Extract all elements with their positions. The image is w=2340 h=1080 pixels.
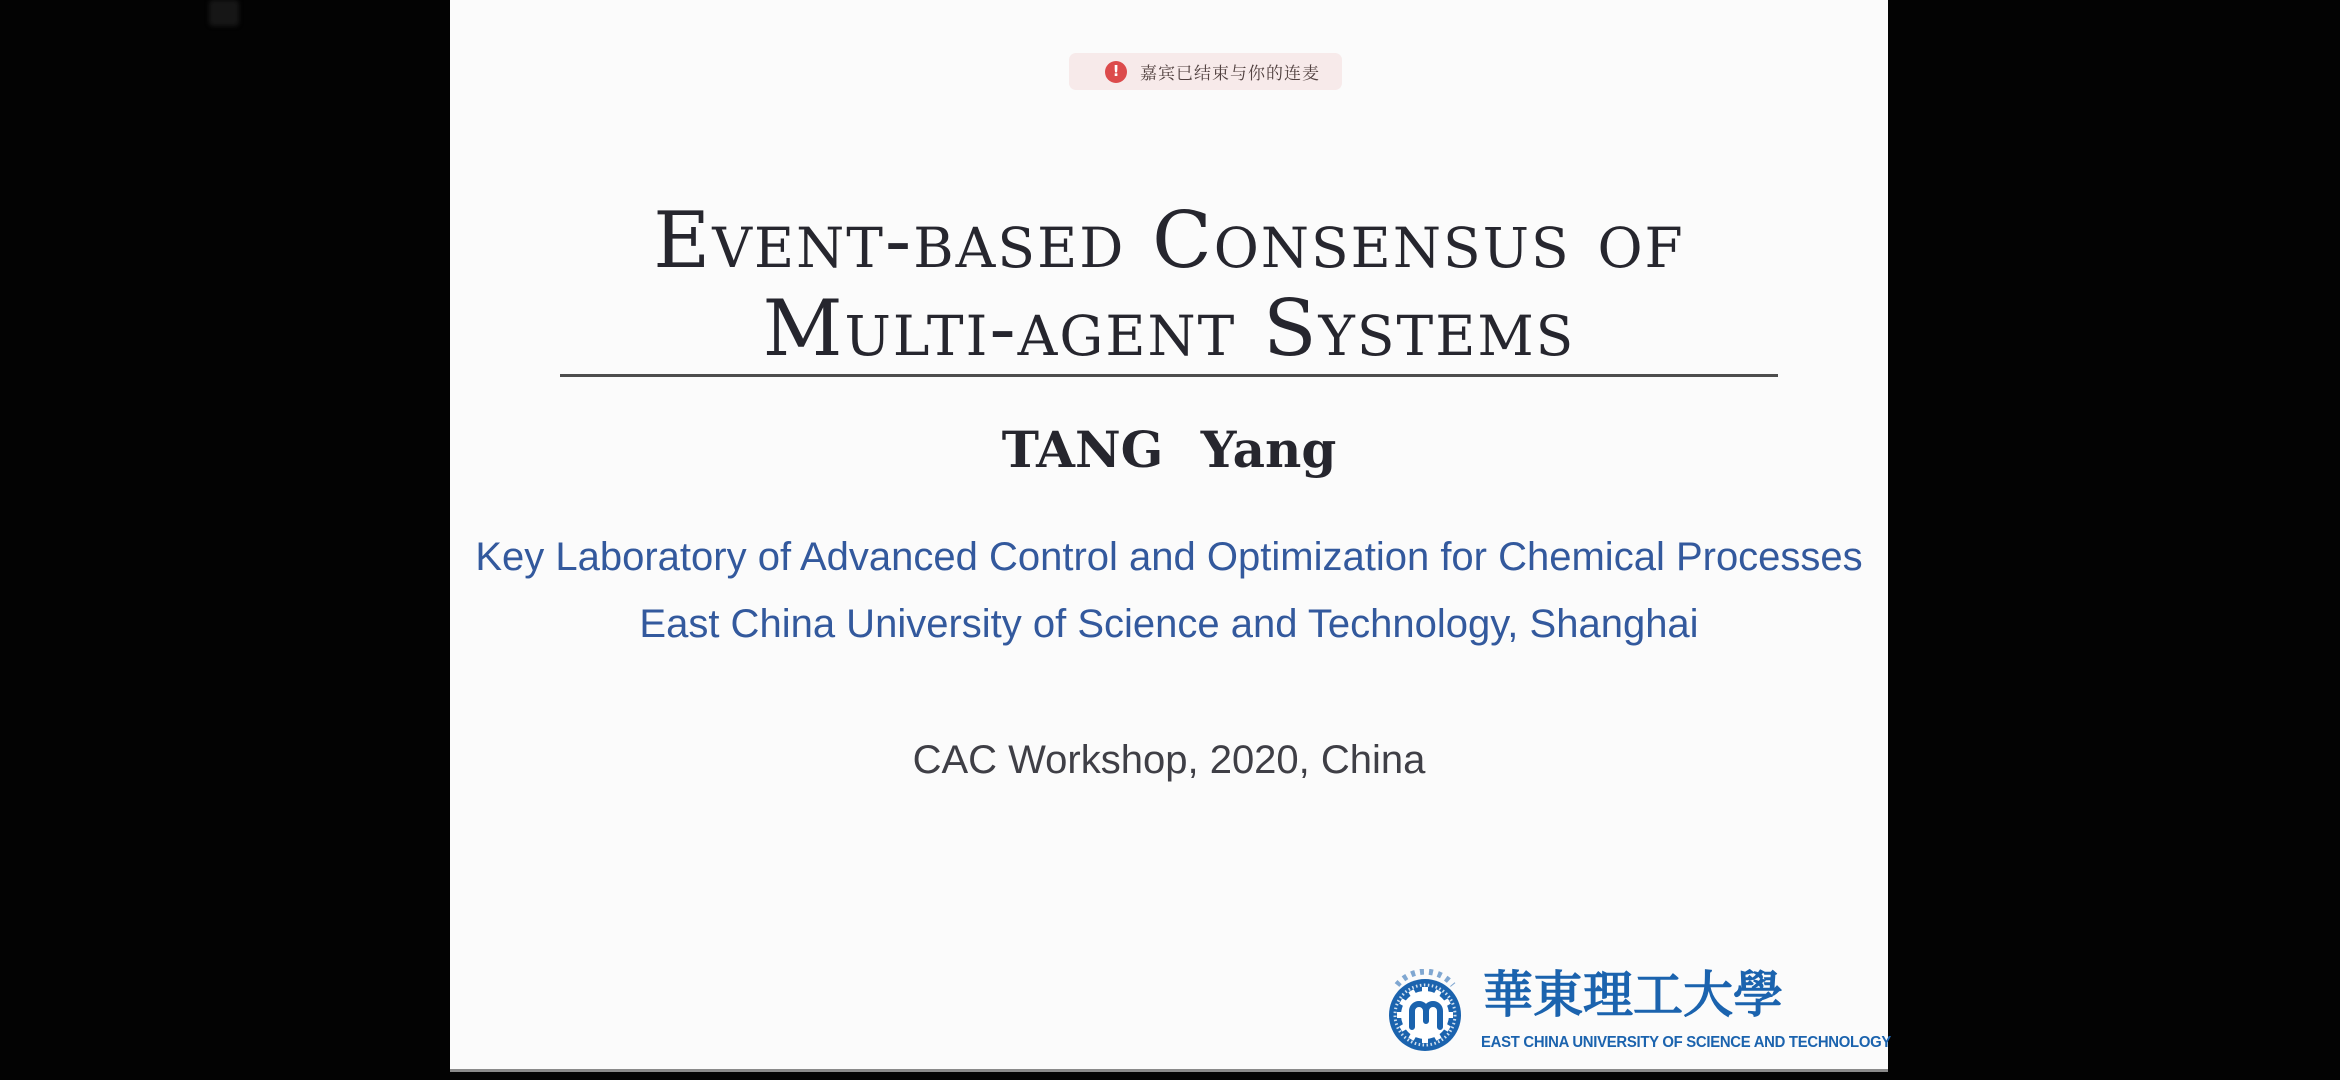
toast-message: 嘉宾已结束与你的连麦 — [1140, 64, 1320, 83]
call-ended-toast — [1069, 53, 1342, 90]
slide-title-line2: Multi-agent Systems — [762, 284, 1576, 374]
ecust-logo — [1383, 966, 1892, 1058]
title-underline — [560, 374, 1778, 377]
alert-exclamation-icon: ! — [1105, 61, 1127, 83]
ecust-emblem-icon — [1383, 969, 1467, 1053]
letterbox-smudge — [209, 0, 239, 26]
affiliation-line1: Key Laboratory of Advanced Control and Optimization for Chemical Processes — [475, 535, 1863, 579]
presentation-slide — [450, 0, 1892, 1072]
ecust-chinese-name: 華東理工大學 — [1483, 966, 1783, 1024]
affiliation-block — [450, 524, 1888, 658]
venue-line: CAC Workshop, 2020, China — [912, 738, 1426, 782]
ecust-english-name: EAST CHINA UNIVERSITY OF SCIENCE AND TECHNOLOGY — [1481, 1034, 1892, 1051]
slide-title — [450, 197, 1888, 373]
slide-title-line1: Event-based Consensus of — [653, 196, 1685, 286]
affiliation-line2: East China University of Science and Technology, Shanghai — [639, 602, 1699, 646]
author-name: TANG Yang — [1001, 420, 1337, 479]
